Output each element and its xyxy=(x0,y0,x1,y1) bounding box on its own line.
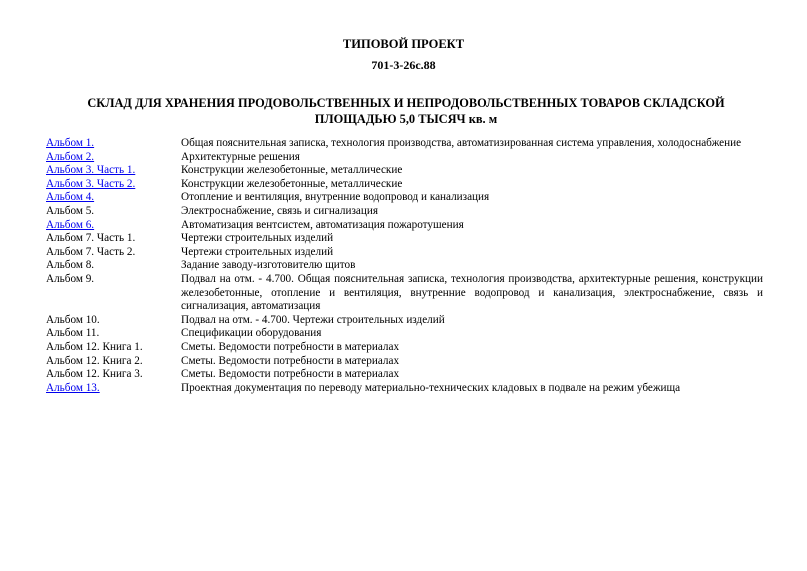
album-name-cell xyxy=(46,151,181,165)
album-link[interactable]: Альбом 1. xyxy=(46,137,95,149)
album-name-cell xyxy=(46,273,181,287)
album-description: Спецификации оборудования xyxy=(181,327,322,340)
album-link[interactable]: Альбом 3. Часть 2. xyxy=(46,177,136,190)
document-number: 701-3-26с.88 xyxy=(371,58,436,72)
album-name-cell xyxy=(46,355,181,369)
album-name-cell xyxy=(46,246,181,260)
album-description: Задание заводу-изготовителю щитов xyxy=(181,259,356,272)
album-row xyxy=(46,164,763,178)
album-label: Альбом 7. Часть 1. xyxy=(46,232,136,245)
album-link[interactable]: Альбом 4. xyxy=(46,191,95,204)
album-name-cell xyxy=(46,327,181,341)
album-row xyxy=(46,273,763,314)
album-description: Подвал на отм. - 4.700. Общая пояснительная записка, технология производства, архитектурные решения, конструкции железобетонные, отопление и вентиляция, внутренние водопровод и канализация, электроснабжение, связь и сигнализация, автоматизация xyxy=(181,272,763,313)
album-row xyxy=(46,382,763,396)
album-name-cell xyxy=(46,191,181,205)
album-description: Автоматизация вентсистем, автоматизация пожаротушения xyxy=(181,218,464,231)
album-row xyxy=(46,205,763,219)
album-label: Альбом 8. xyxy=(46,259,95,272)
album-row xyxy=(46,232,763,246)
album-row xyxy=(46,341,763,355)
album-name-cell xyxy=(46,382,181,396)
album-name-cell xyxy=(46,164,181,178)
album-description: Чертежи строительных изделий xyxy=(181,245,334,258)
album-row xyxy=(46,191,763,205)
album-name-cell xyxy=(46,368,181,382)
album-name-cell xyxy=(46,259,181,273)
album-description: Конструкции железобетонные, металлические xyxy=(181,164,403,177)
document-subject: СКЛАД ДЛЯ ХРАНЕНИЯ ПРОДОВОЛЬСТВЕННЫХ И НЕПРОДОВОЛЬСТВЕННЫХ ТОВАРОВ СКЛАДСКОЙ ПЛОЩАДЬЮ 5,0 ТЫСЯЧ кв. м xyxy=(87,96,725,126)
album-label: Альбом 12. Книга 1. xyxy=(46,340,143,353)
album-link[interactable]: Альбом 2. xyxy=(46,150,95,163)
album-description: Подвал на отм. - 4.700. Чертежи строительных изделий xyxy=(181,313,445,326)
album-description: Сметы. Ведомости потребности в материалах xyxy=(181,354,400,367)
album-description: Сметы. Ведомости потребности в материалах xyxy=(181,368,400,381)
album-description: Проектная документация по переводу материально-технических кладовых в подвале на режим убежища xyxy=(181,381,681,394)
album-description: Общая пояснительная записка, технология производства, автоматизированная система управления, холодоснабжение xyxy=(181,137,742,149)
album-row xyxy=(46,246,763,260)
document-title: ТИПОВОЙ ПРОЕКТ xyxy=(342,37,465,51)
album-label: Альбом 10. xyxy=(46,313,100,326)
album-list xyxy=(46,137,763,395)
album-name-cell xyxy=(46,341,181,355)
album-label: Альбом 11. xyxy=(46,327,100,340)
album-link[interactable]: Альбом 13. xyxy=(46,381,100,394)
album-row xyxy=(46,219,763,233)
album-row xyxy=(46,137,763,151)
album-row xyxy=(46,368,763,382)
album-description: Чертежи строительных изделий xyxy=(181,232,334,245)
album-name-cell xyxy=(46,219,181,233)
album-link[interactable]: Альбом 3. Часть 1. xyxy=(46,164,136,177)
album-label: Альбом 12. Книга 3. xyxy=(46,368,143,381)
album-description: Отопление и вентиляция, внутренние водопровод и канализация xyxy=(181,191,490,204)
album-name-cell xyxy=(46,205,181,219)
album-name-cell xyxy=(46,178,181,192)
album-description: Электроснабжение, связь и сигнализация xyxy=(181,204,378,217)
album-label: Альбом 9. xyxy=(46,272,95,285)
album-label: Альбом 7. Часть 2. xyxy=(46,245,136,258)
album-name-cell xyxy=(46,232,181,246)
album-label: Альбом 12. Книга 2. xyxy=(46,354,143,367)
album-description: Сметы. Ведомости потребности в материалах xyxy=(181,340,400,353)
album-row xyxy=(46,355,763,369)
album-row xyxy=(46,314,763,328)
album-name-cell xyxy=(46,137,181,151)
album-description: Архитектурные решения xyxy=(181,150,300,163)
album-name-cell xyxy=(46,314,181,328)
album-link[interactable]: Альбом 6. xyxy=(46,218,95,231)
album-row xyxy=(46,151,763,165)
album-row xyxy=(46,259,763,273)
album-row xyxy=(46,178,763,192)
album-description: Конструкции железобетонные, металлические xyxy=(181,177,403,190)
album-label: Альбом 5. xyxy=(46,204,95,217)
album-row xyxy=(46,327,763,341)
